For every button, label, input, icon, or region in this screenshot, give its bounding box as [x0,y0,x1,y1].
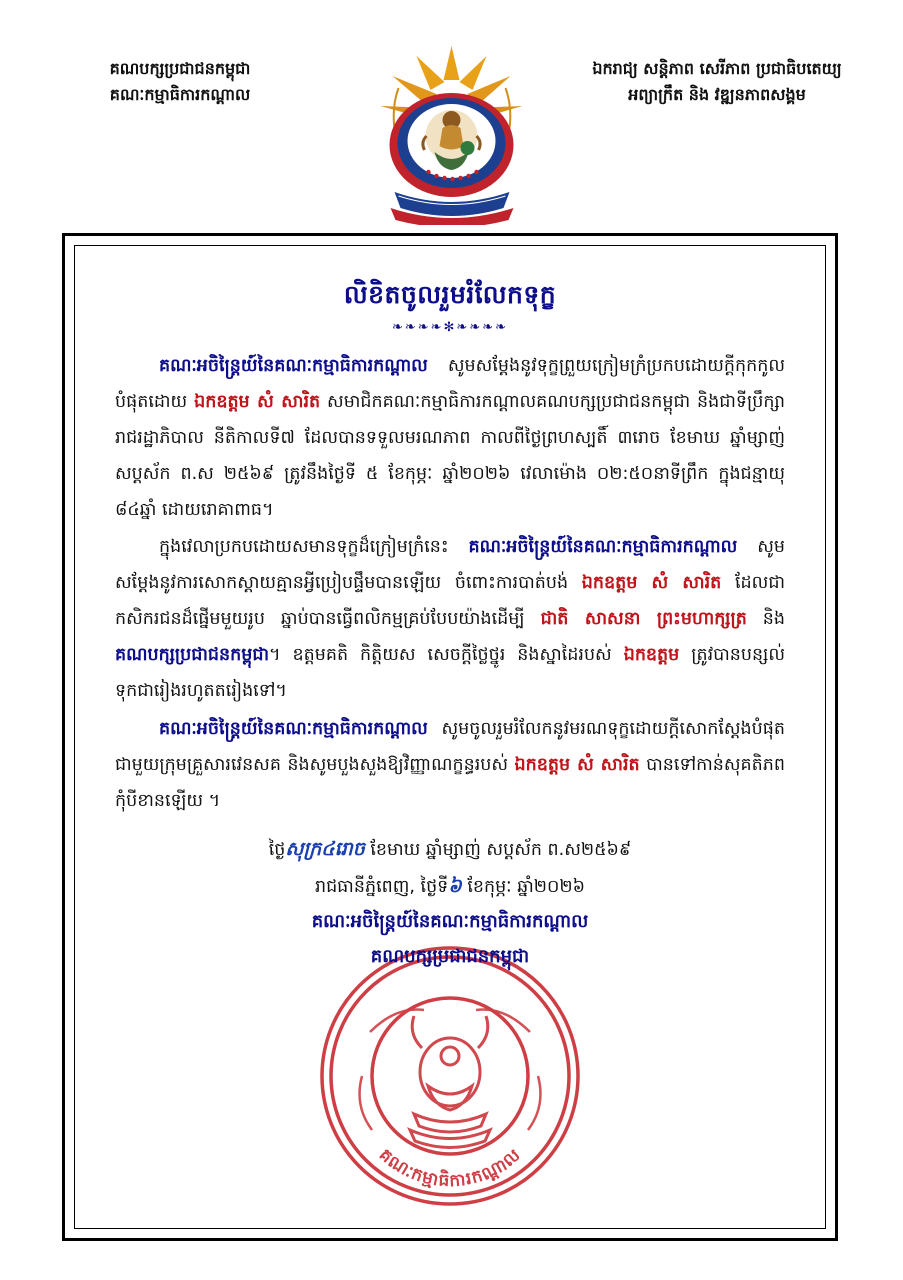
para-2-run-10: ត្រូវបានបន្សល់ទុកជារៀងរហូតតរៀងទៅ។ [115,645,785,701]
para-3-run-3: បានទៅកាន់សុគតិភពកុំបីខានឡើយ ។ [115,754,785,811]
party-name: គណបក្សប្រជាជនកម្ពុជា [109,59,251,78]
date-handwritten-value: សុក្រ៤រោច [285,838,365,861]
para-1-run-2: ឯកឧត្តម សំ សារិត [194,391,321,412]
signature-place-line [115,868,785,905]
signer-line-2: គណបក្សប្រជាជនកម្ពុជា [370,945,530,967]
document-header [0,40,903,200]
para-2-run-4: ដែលជាកសិករជនដ៏ផ្នើមមួយរូប ឆ្នាប់បានធ្វើពលិកម្មគ្រប់បែបយ៉ាងដើម្បី [115,573,785,630]
para-2-run-2: សូមសម្តែងនូវការសោកស្តាយគ្មានអ្វីប្រៀបផ្ទឹមបានឡើយ ចំពោះការបាត់បង់ [115,537,785,594]
para-1-run-3: សមាជិកគណៈកម្មាធិការកណ្ដាលគណបក្សប្រជាជនកម្ពុជា និងជាទីប្រឹក្សារាជរដ្ឋាភិបាល នីតិកាលទី៧ ដែលបានទទួលមរណភាព កាលពីថ្ងៃព្រហស្បតិ៍ ៣រោច ខែមាឃ ឆ្នាំម្សាញ់ សប្តស័ក ព.ស ២៥៦៩ ត្រូវនឹងថ្ងៃទី ៥ ខែកុម្ភៈ ឆ្នាំ២០២៦ វេលាម៉ោង ០២:៥០នាទីព្រឹក ក្នុងជន្មាយុ ៨៤ឆ្នាំ ដោយរោគាពាធ។ [115,391,785,520]
national-motto-line1: ឯករាជ្យ សន្តិភាព សេរីភាព ប្រជាធិបតេយ្យ [592,59,842,78]
paragraph-2 [115,530,785,709]
paragraph-3 [115,712,785,820]
para-2-run-6: និង [746,609,786,630]
place-suffix: ខែកុម្ភៈ ឆ្នាំ២០២៦ [461,877,586,898]
para-3-run-0: គណៈអចិន្ត្រៃយ៍នៃគណៈកម្មាធិការកណ្ដាល [159,718,428,739]
cpp-party-emblem-icon [364,40,539,225]
national-motto-line2: អព្យាក្រឹត និង វឌ្ឍនភាពសង្គម [628,85,806,105]
para-1-run-1: សូមសម្តែងនូវទុក្ខព្រួយក្រៀមក្រំប្រកបដោយក្តីកុកកូលបំផុតដោយ [115,356,785,412]
document-body [75,246,825,1228]
para-3-run-1: សូមចូលរួមរំលែកនូវមរណទុក្ខដោយក្តីសោកស្តែងបំផុតជាមួយក្រុមគ្រួសារវេនសគ និងសូមបួងសួងឱ្យវិញ្ញាណក្ខន្ធរបស់ [115,718,785,775]
paragraph-1 [115,349,785,528]
para-2-run-5: ជាតិ សាសនា ព្រះមហាក្សត្រ [540,609,747,630]
official-red-seal-icon [310,936,590,1216]
date-suffix: ខែមាឃ ឆ្នាំម្សាញ់ សប្តស័ក ព.ស២៥៦៩ [364,840,632,861]
title-ornament: ❧❧❧❧✻❧❧❧❧ [391,320,509,335]
document-frame-outer [62,233,838,1241]
para-2-run-0: ក្នុងវេលាប្រកបដោយសមានទុក្ខដ៏ក្រៀមក្រំនេះ [159,537,469,558]
seal-text: គណៈកម្មាធិការកណ្ដាល [374,1144,526,1192]
document-frame-inner [74,245,826,1229]
signature-date-line [115,831,785,868]
para-3-run-2: ឯកឧត្តម សំ សារិត [514,754,640,775]
para-2-run-9: ឯកឧត្តម [623,645,680,665]
signature-block [115,831,785,973]
place-handwritten-value: ៦ [448,875,462,898]
place-prefix: រាជធានីភ្នំពេញ, ថ្ងៃទី [314,877,449,898]
date-prefix: ថ្ងៃ [268,840,286,861]
para-2-run-3: ឯកឧត្តម សំ សារិត [581,573,722,594]
para-2-run-8: ។ ឧត្តមគតិ កិត្តិយស សេចក្តីថ្លៃថ្នូរ និងស្នាដៃរបស់ [268,645,624,665]
document-title: លិខិតចូលរួមរំលែកទុក្ខ [343,280,557,309]
central-committee-label: គណៈកម្មាធិការកណ្ដាល [109,85,251,105]
header-right-block [557,56,877,109]
svg-text:គណៈកម្មាធិការកណ្ដាល [375,1145,525,1192]
para-1-run-0: គណៈអចិន្ត្រៃយ៍នៃគណៈកម្មាធិការកណ្ដាល [159,356,428,376]
para-2-run-1: គណៈអចិន្ត្រៃយ៍នៃគណៈកម្មាធិការកណ្ដាល [468,537,738,558]
header-left-block [30,56,330,109]
signer-line-1: គណៈអចិន្ត្រៃយ៍នៃគណៈកម្មាធិការកណ្ដាល [311,911,589,933]
para-2-run-7: គណបក្សប្រជាជនកម្ពុជា [115,645,269,665]
